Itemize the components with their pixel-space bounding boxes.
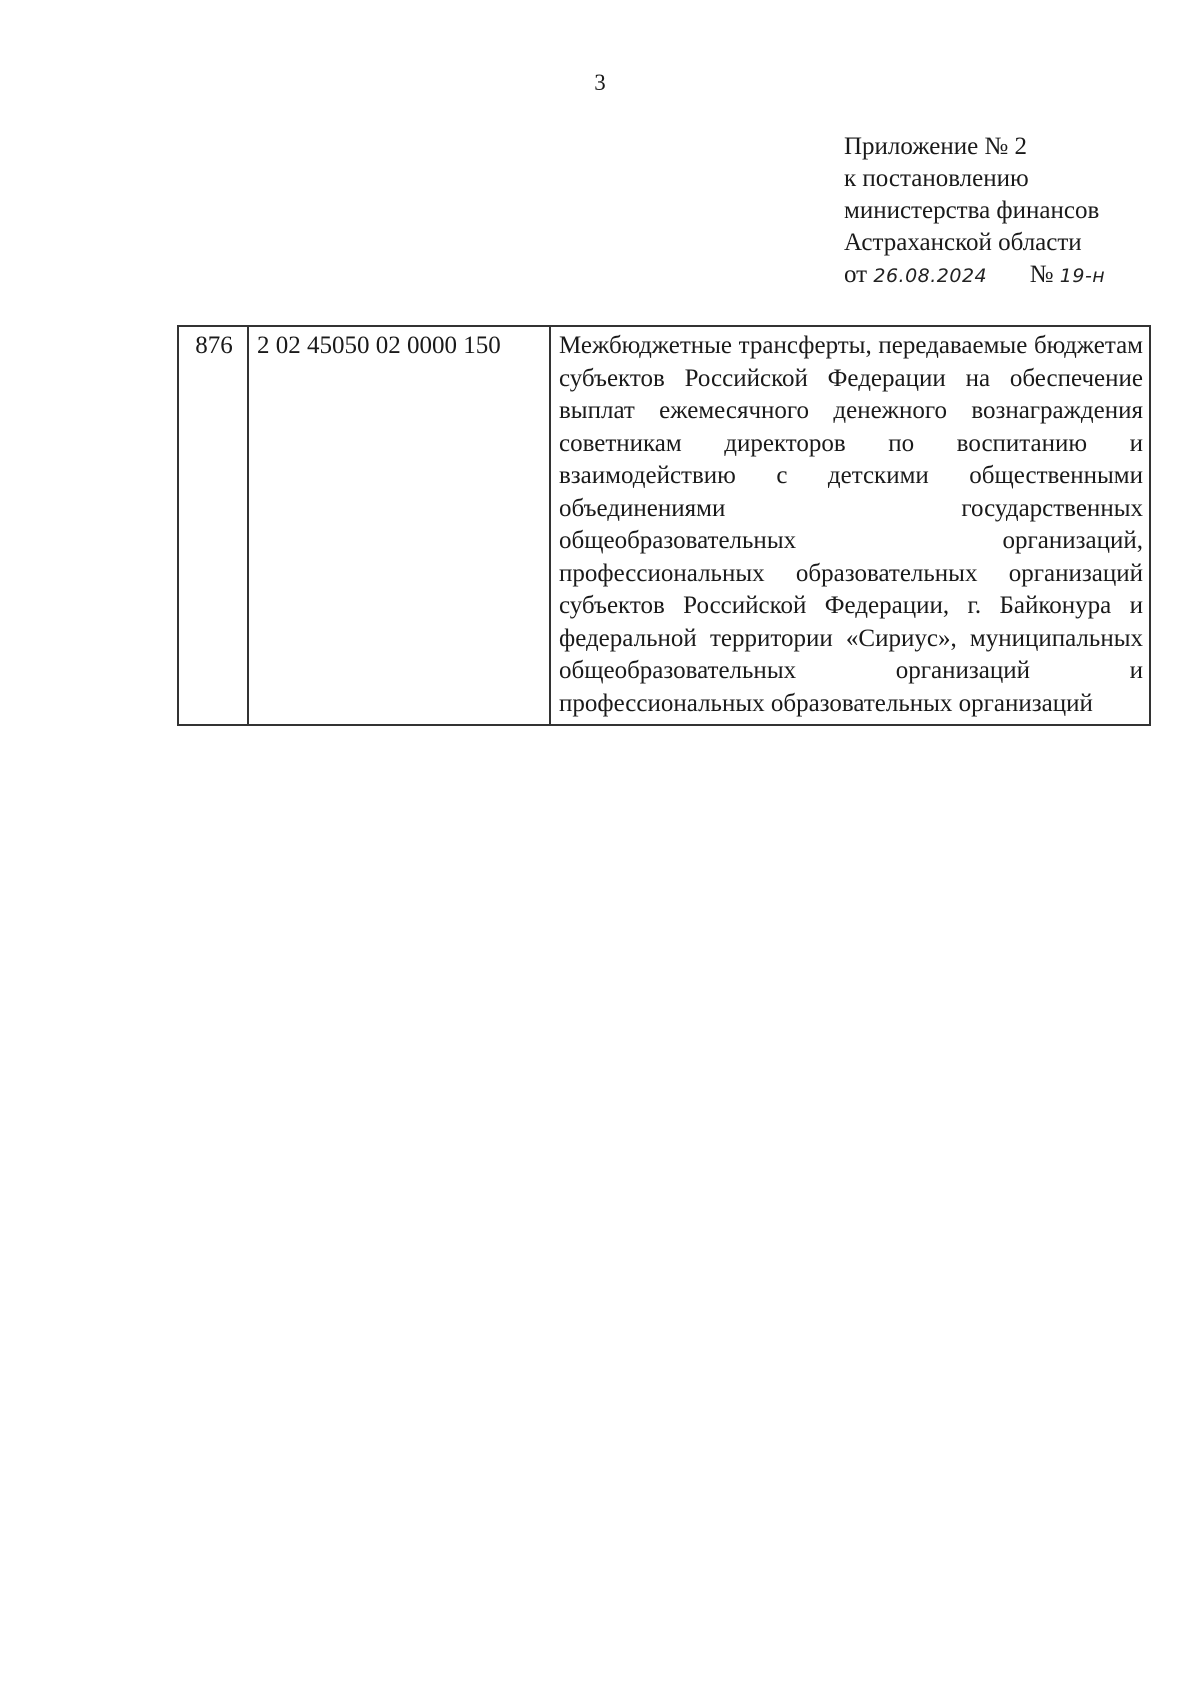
date-prefix: от	[844, 261, 868, 288]
income-name-cell: Межбюджетные трансферты, передаваемые бюджетам субъектов Российской Федерации на обеспечение выплат ежемесячного денежного вознаграждения советникам директоров по воспитанию и взаимодействию с детскими общественными объединениями государственных общеобразовательных организаций, профессиональных образовательных организаций субъектов Российской Федерации, г. Байконура и федеральной территории «Сириус», муниципальных общеобразовательных организаций и профессиональных образовательных организаций	[550, 326, 1150, 725]
appendix-region: Астраханской области	[844, 229, 1082, 256]
appendix-header	[844, 131, 1174, 292]
page-number: 3	[594, 70, 606, 95]
appendix-ministry: министерства финансов	[844, 197, 1100, 224]
handwritten-number: 19-н	[1059, 265, 1106, 287]
budget-codes-table	[177, 325, 1151, 726]
table-row	[178, 326, 1150, 725]
number-prefix: №	[1029, 261, 1054, 288]
handwritten-date: 26.08.2024	[873, 265, 988, 287]
admin-code-cell: 876	[178, 326, 248, 725]
appendix-resolution-ref: к постановлению	[844, 165, 1029, 192]
appendix-title: Приложение № 2	[844, 133, 1028, 160]
budget-code-cell: 2 02 45050 02 0000 150	[248, 326, 550, 725]
appendix-date-number-line	[844, 259, 1174, 292]
